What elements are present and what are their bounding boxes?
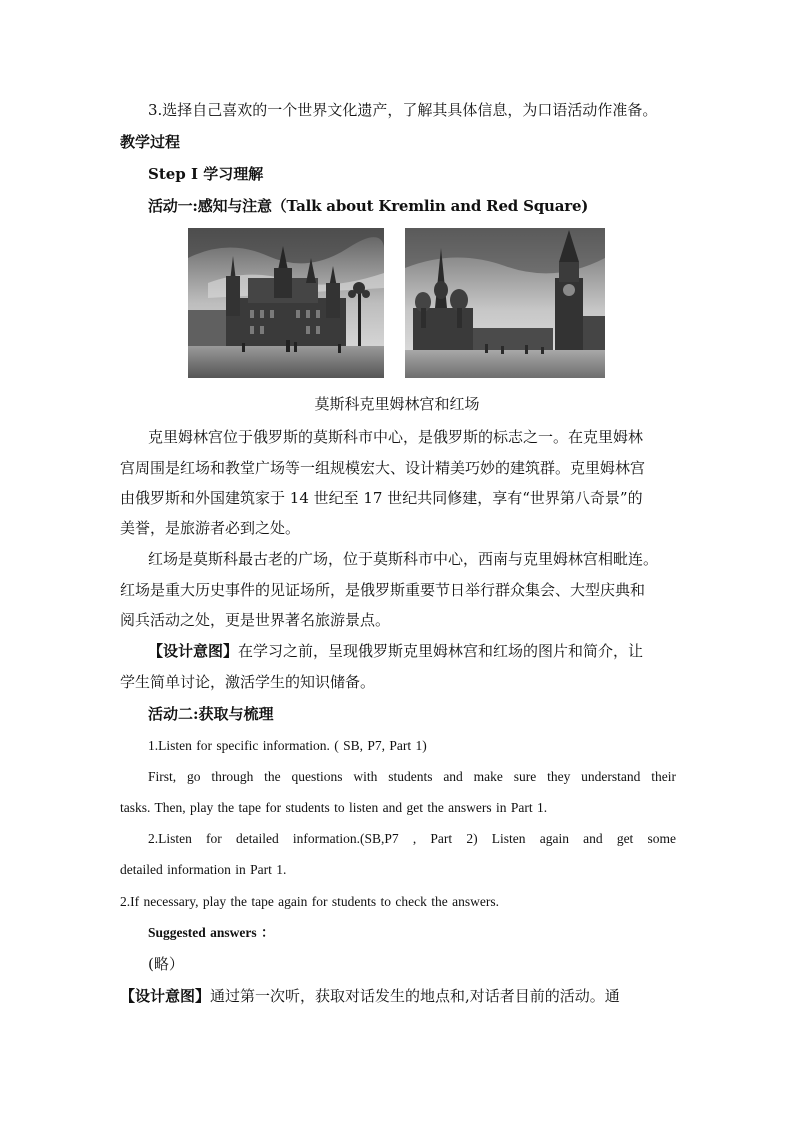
listening-instructions-line-1: First, go through the questions with students and make sure they understand their	[148, 769, 676, 784]
listening-task-1: 1.Listen for specific information. ( SB, P7, Part 1)	[148, 738, 427, 753]
omitted-note: (略）	[148, 955, 184, 973]
design-intent-1-line-2: 学生简单讨论，激活学生的知识储备。	[120, 673, 376, 691]
listening-task-2-line-2: detailed information in Part 1.	[120, 862, 287, 877]
listening-check-answers: 2.If necessary, play the tape again for students to check the answers.	[120, 894, 499, 909]
design-intent-text: 在学习之前，呈现俄罗斯克里姆林宫和红场的图片和简介，让	[238, 642, 644, 660]
red-square-para-line-3: 阅兵活动之处，更是世界著名旅游景点。	[120, 611, 391, 629]
left-photo-historical-museum	[188, 228, 384, 378]
red-square-para-line-1: 红场是莫斯科最古老的广场，位于莫斯科市中心，西南与克里姆林宫相毗连。	[148, 550, 659, 568]
suggested-answers-label: Suggested answers ：	[148, 925, 275, 940]
listening-task-2-line-1: 2.Listen for detailed information.(SB,P7 , Part 2) Listen again and get some	[148, 831, 676, 846]
right-photo-red-square	[405, 228, 605, 378]
design-intent-tag: 【设计意图】	[148, 642, 239, 660]
red-square-image	[405, 228, 605, 378]
kremlin-para-line-3: 由俄罗斯和外国建筑家于 14 世纪至 17 世纪共同修建，享有“世界第八奇景”的	[120, 489, 643, 507]
kremlin-para-line-2: 宫周围是红场和教堂广场等一组规模宏大、设计精美巧妙的建筑群。克里姆林宫	[120, 459, 646, 477]
design-intent-1-line-1	[148, 641, 676, 661]
activity-2-heading: 活动二:获取与梳理	[148, 705, 274, 723]
section-heading-teaching-process: 教学过程	[120, 133, 181, 151]
red-square-para-line-2: 红场是重大历史事件的见证场所，是俄罗斯重要节日举行群众集会、大型庆典和	[120, 581, 646, 599]
design-intent-tag-2: 【设计意图】	[120, 987, 211, 1005]
kremlin-para-line-1: 克里姆林宫位于俄罗斯的莫斯科市中心，是俄罗斯的标志之一。在克里姆林	[148, 428, 644, 446]
figure-caption: 莫斯科克里姆林宫和红场	[314, 395, 480, 413]
design-intent-2-line-1	[120, 986, 676, 1006]
objective-3: 3.选择自己喜欢的一个世界文化遗产，了解其具体信息，为口语活动作准备。	[148, 101, 658, 119]
design-intent-text-2: 通过第一次听，获取对话发生的地点和,对话者目前的活动。通	[210, 987, 620, 1005]
step-1-heading: Step I 学习理解	[148, 165, 264, 183]
kremlin-para-line-4: 美誉，是旅游者必到之处。	[120, 519, 301, 537]
historical-museum-image	[188, 228, 384, 378]
activity-1-heading: 活动一:感知与注意（Talk about Kremlin and Red Square)	[148, 197, 589, 215]
listening-instructions-line-2: tasks. Then, play the tape for students to listen and get the answers in Part 1.	[120, 800, 548, 815]
